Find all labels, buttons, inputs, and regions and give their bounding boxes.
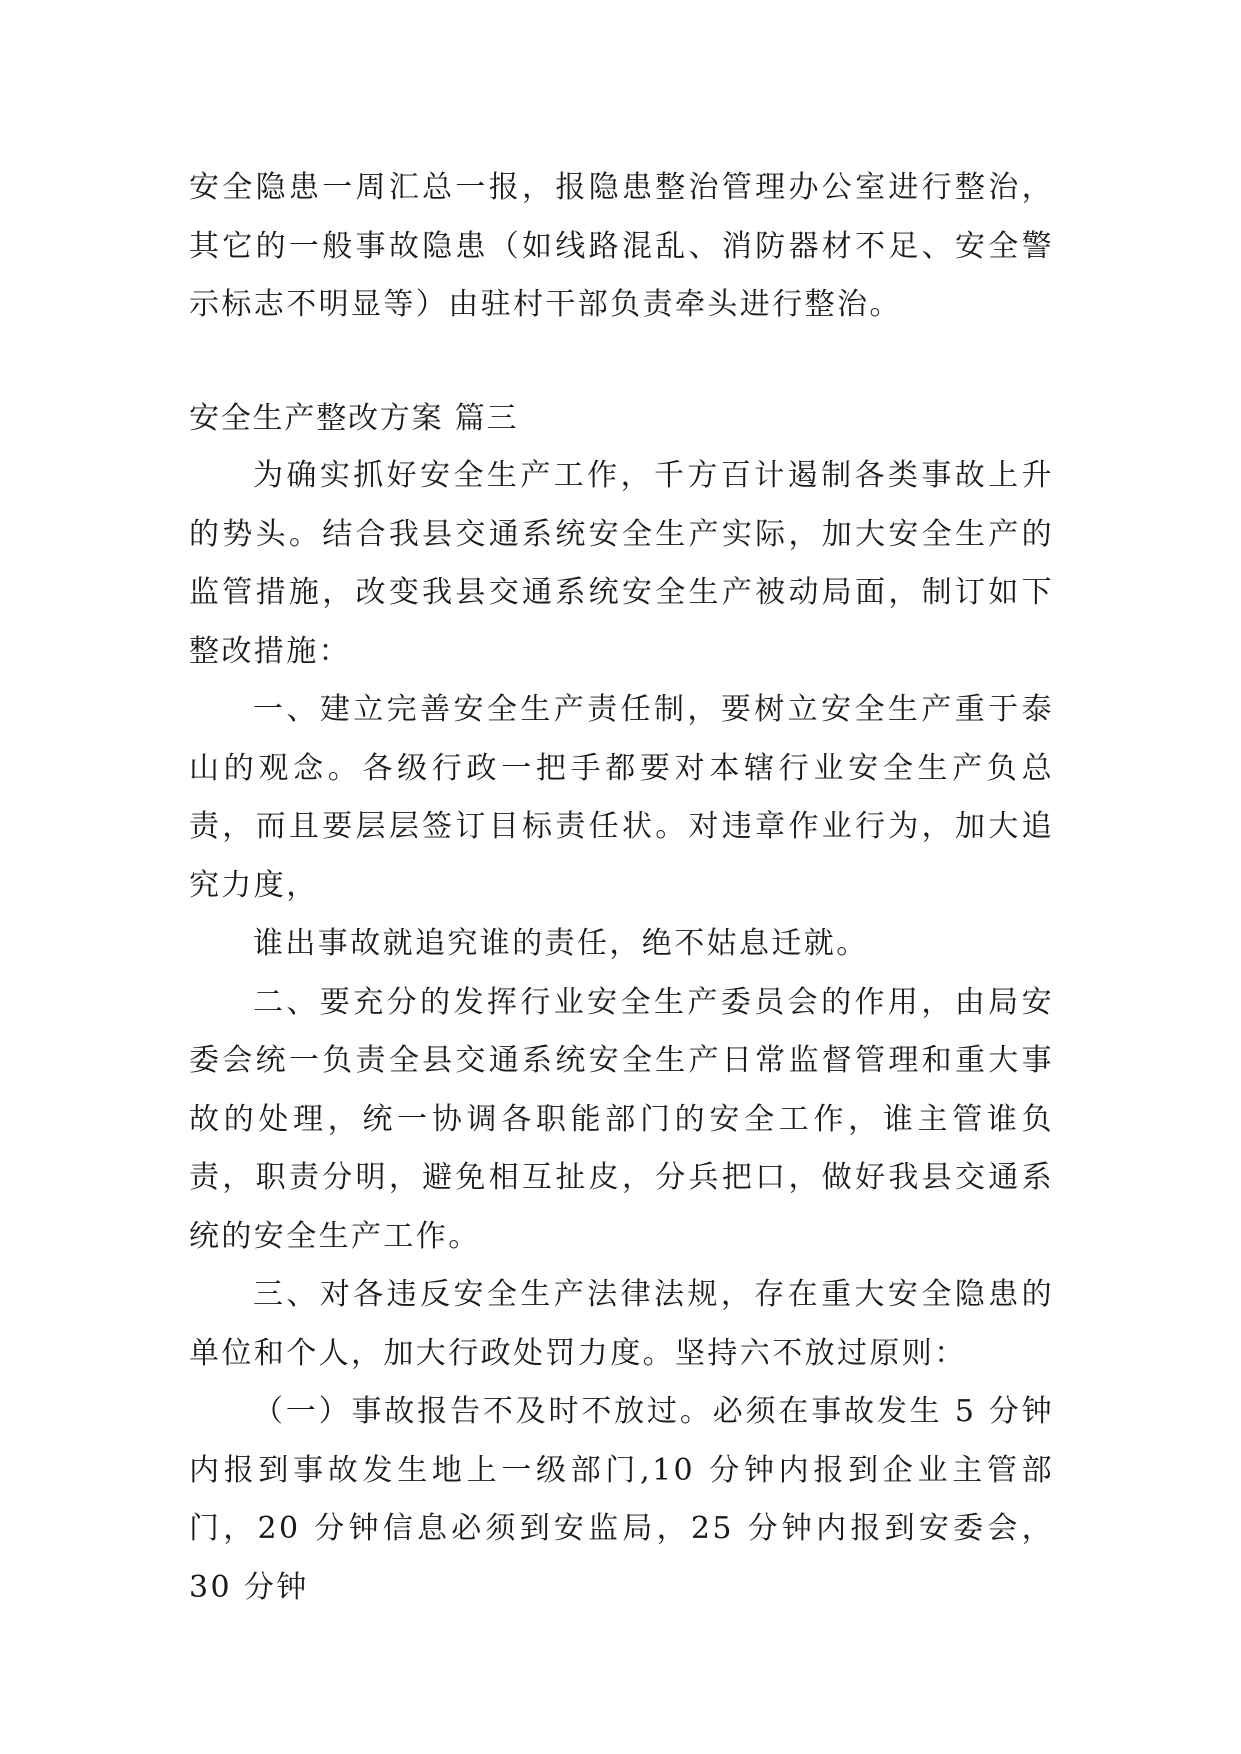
intro-block [189,159,1054,335]
paragraph-item-1-continued: 谁出事故就追究谁的责任，绝不姑息迁就。 [253,926,869,961]
paragraph-item-1: 一、建立完善安全生产责任制，要树立安全生产重于泰山的观念。各级行政一把手都要对本辖行业安全生产负总责，而且要层层签订目标责任状。对违章作业行为，加大追究力度， [189,692,1054,903]
body-block [189,447,1054,1617]
paragraph-sub-item-1: （一）事故报告不及时不放过。必须在事故发生 5 分钟内报到事故发生地上一级部门,10 分钟内报到企业主管部门，20 分钟信息必须到安监局，25 分钟内报到安委会，30 分钟 [189,1394,1054,1605]
section-heading: 安全生产整改方案 篇三 [189,401,519,436]
paragraph-item-2: 二、要充分的发挥行业安全生产委员会的作用，由局安委会统一负责全县交通系统安全生产日常监督管理和重大事故的处理，统一协调各职能部门的安全工作，谁主管谁负责，职责分明，避免相互扯皮，分兵把口，做好我县交通系统的安全生产工作。 [189,984,1054,1254]
paragraph-intro: 为确实抓好安全生产工作，千方百计遏制各类事故上升的势头。结合我县交通系统安全生产实际，加大安全生产的监管措施，改变我县交通系统安全生产被动局面，制订如下整改措施： [189,458,1054,669]
paragraph-item-3: 三、对各违反安全生产法律法规，存在重大安全隐患的单位和个人，加大行政处罚力度。坚持六不放过原则： [189,1277,1054,1371]
intro-paragraph: 安全隐患一周汇总一报，报隐患整治管理办公室进行整治，其它的一般事故隐患（如线路混乱、消防器材不足、安全警示标志不明显等）由驻村干部负责牵头进行整治。 [189,170,1054,322]
